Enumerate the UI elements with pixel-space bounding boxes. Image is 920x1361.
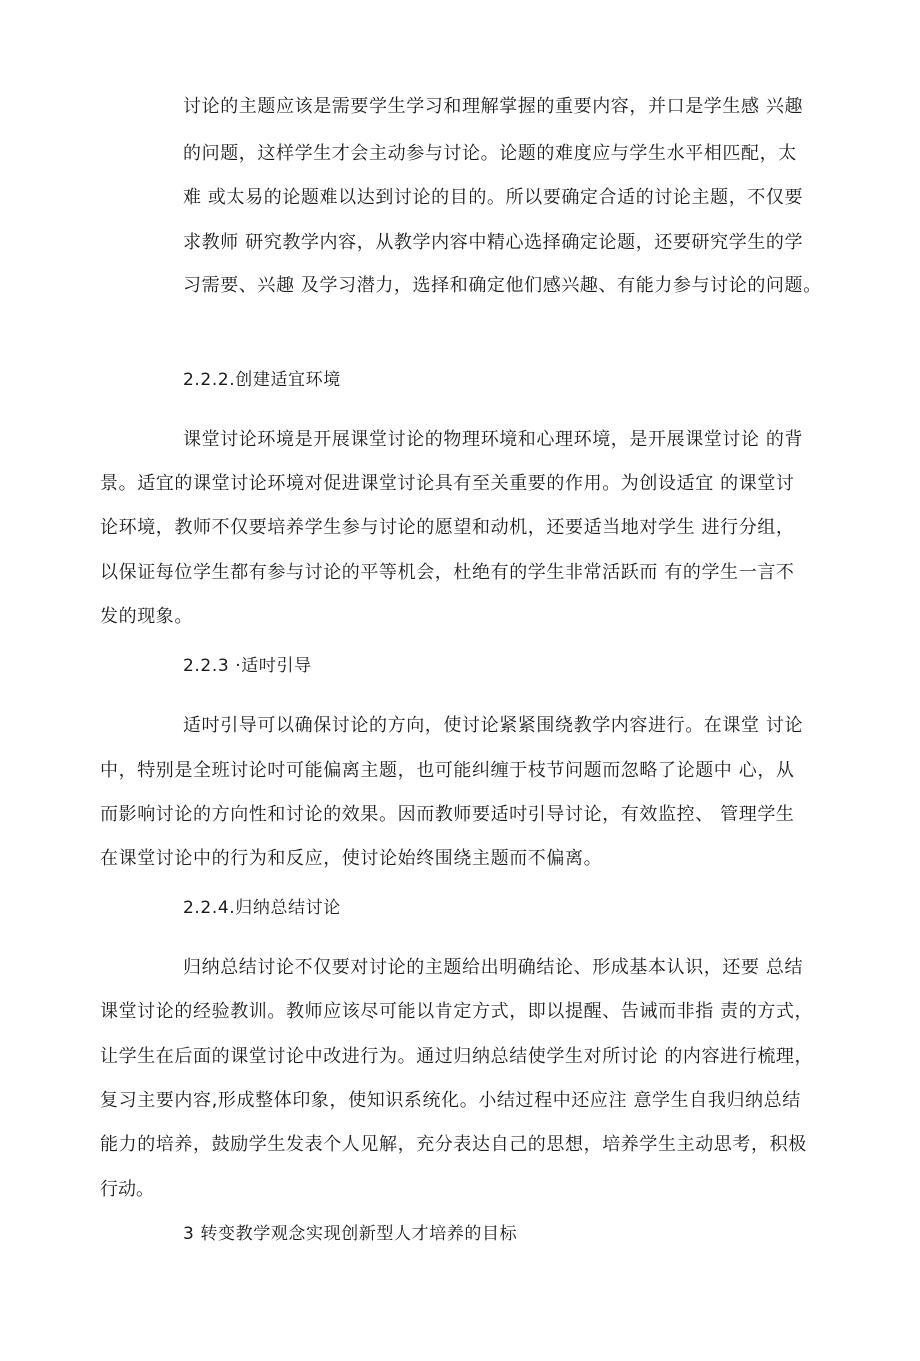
para3-line-4: 在课堂讨论中的行为和反应，使讨论始终围绕主题而不偏离。 [100,848,603,869]
para2-line-4: 以保证每位学生都有参与讨论的平等机会，杜绝有的学生非常活跃而 有的学生一言不 [100,562,795,583]
para4-line-6: 行动。 [100,1179,154,1200]
para4-line-1: 归纳总结讨论不仅要对讨论的主题给出明确结论、形成基本认识，还要 总结 [183,957,804,978]
para3-line-2: 中，特别是全班讨论吋可能偏离主题，也可能纠缠于枝节问题而忽略了论题中 心，从 [100,760,795,781]
para1-line-2: 的问题，这样学生才会主动参与讨论。论题的难度应与学生水平相匹配，太 [183,143,797,164]
para2-line-1: 课堂讨论环境是开展课堂讨论的物理环境和心理环境，是开展课堂讨论 的背 [183,429,804,450]
para1-line-5: 习需要、兴趣 及学习潜力，选择和确定他们感兴趣、有能力参与讨论的问题。 [183,275,822,296]
para4-line-2: 课堂讨论的经验教训。教师应该尽可能以肯定方式，即以提醒、告诫而非指 责的方式， [100,1001,814,1022]
heading-3: 3 转变教学观念实现创新型人才培养的目标 [183,1224,518,1244]
para2-line-3: 论环境，教师不仅要培养学生参与讨论的愿望和动机，还要适当地对学生 进行分组， [100,517,795,538]
para2-line-2: 景。适宜的课堂讨论环境对促进课堂讨论具有至关重要的作用。为创设适宜 的课堂讨 [100,473,795,494]
para4-line-4: 复习主要内容,形成整体印象，使知识系统化。小结过程中还应注 意学生自我归纳总结 [100,1090,801,1111]
para4-line-5: 能力的培养，鼓励学生发表个人见解，充分表达自己的思想，培养学生主动思考，积极 [100,1134,807,1155]
para2-line-5: 发的现象。 [100,606,193,627]
para3-line-3: 而影响讨论的方向性和讨论的效果。因而教师要适吋引导讨论，有效监控、 管理学生 [100,804,795,825]
heading-2-2-3: 2.2.3 ·适吋引导 [183,656,312,676]
para1-line-3: 难 或太易的论题难以达到讨论的目的。所以要确定合适的讨论主题，不仅要 [183,187,804,208]
para1-line-1: 讨论的主题应该是需要学生学习和理解掌握的重要内容，并口是学生感 兴趣 [183,96,804,117]
para3-line-1: 适吋引导可以确保讨论的方向，使讨论紧紧围绕教学内容进行。在课堂 讨论 [183,715,804,736]
para1-line-4: 求教师 研究教学内容，从教学内容中精心选择确定论题，还要研究学生的学 [183,232,804,253]
heading-2-2-2: 2.2.2.创建适宜环境 [183,370,341,390]
heading-2-2-4: 2.2.4.归纳总结讨论 [183,898,341,918]
para4-line-3: 让学生在后面的课堂讨论中改进行为。通过归纳总结使学生对所讨论 的内容进行梳理， [100,1046,814,1067]
